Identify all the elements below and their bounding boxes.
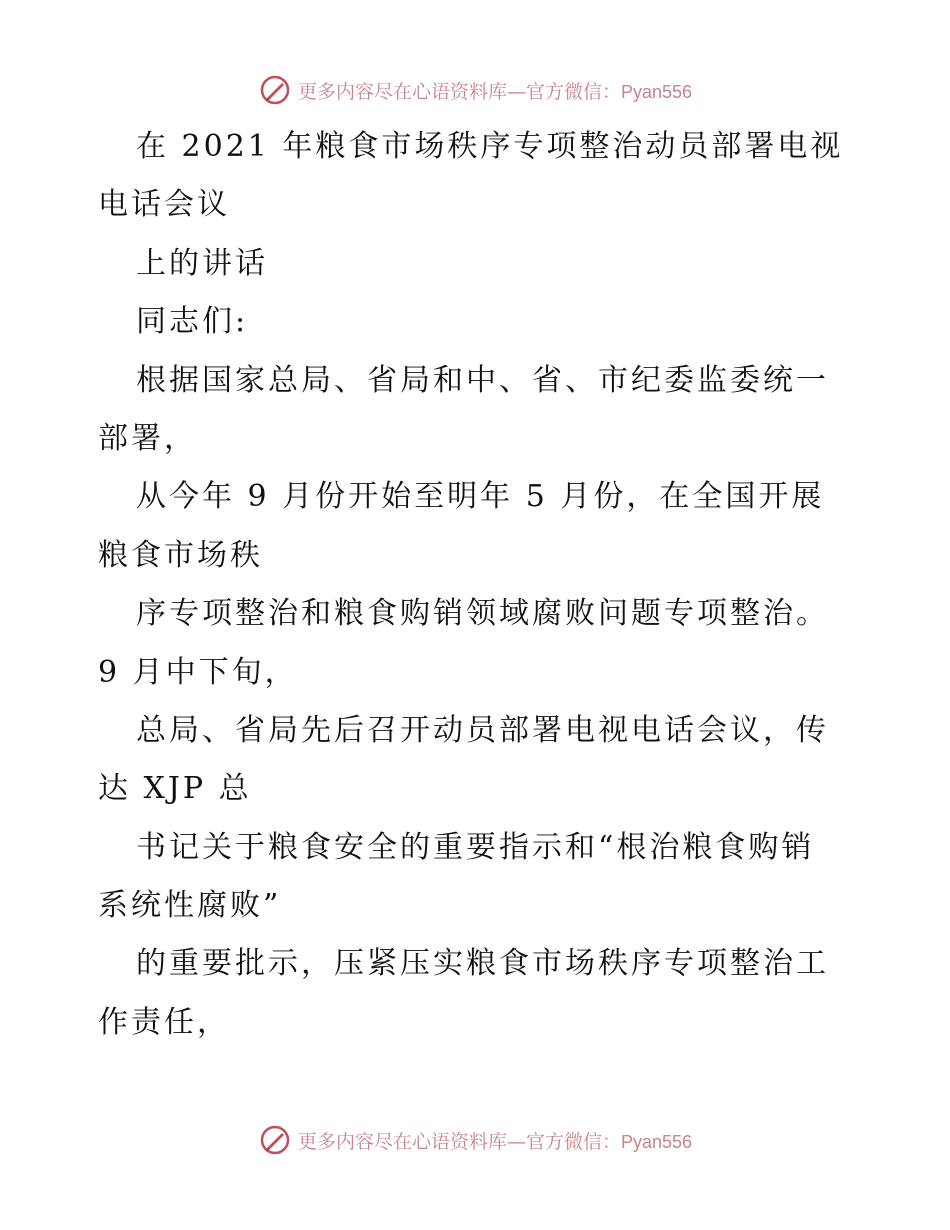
document-body <box>98 118 858 1052</box>
document-line: 书记关于粮食安全的重要指示和“根治粮食购销 <box>136 829 815 865</box>
document-line: 同志们: <box>136 304 249 340</box>
document-line: 9 月中下旬， <box>98 654 298 690</box>
document-line: 总局、省局先后召开动员部署电视电话会议，传 <box>136 712 829 748</box>
document-line: 作责任， <box>98 1004 230 1040</box>
document-line: 部署， <box>98 420 197 456</box>
watermark-text: 更多内容尽在心语资料库—官方微信：Pyan556 <box>297 80 693 103</box>
document-line: 序专项整治和粮食购销领域腐败问题专项整治。 <box>136 596 829 632</box>
document-line: 根据国家总局、省局和中、省、市纪委监委统一 <box>136 362 829 398</box>
pen-logo-icon <box>258 1123 292 1157</box>
document-line: 的重要批示，压紧压实粮食市场秩序专项整治工 <box>136 946 829 982</box>
pen-logo-icon <box>258 73 292 107</box>
document-line: 在 2021 年粮食市场秩序专项整治动员部署电视 <box>136 129 844 164</box>
header-watermark <box>0 70 950 110</box>
document-line: 电话会议 <box>98 187 230 223</box>
document-line: 粮食市场秩 <box>98 537 263 573</box>
document-line: 从今年 9 月份开始至明年 5 月份，在全国开展 <box>136 479 825 515</box>
document-line: 系统性腐败” <box>98 888 282 924</box>
watermark-text: 更多内容尽在心语资料库—官方微信：Pyan556 <box>297 1130 693 1153</box>
footer-watermark <box>0 1120 950 1160</box>
document-line: 上的讲话 <box>136 245 268 281</box>
document-line: 达 XJP 总 <box>98 771 252 807</box>
